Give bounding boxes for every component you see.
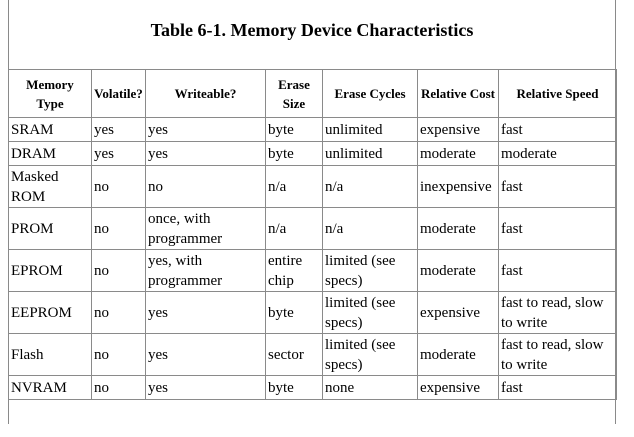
cell-volatile: yes [92,142,146,166]
header-erase-size-line1: Erase [278,76,310,92]
table-row [9,376,617,400]
cell-type: Flash [9,334,92,376]
cell-type: NVRAM [9,376,92,400]
cell-volatile: yes [92,118,146,142]
cell-volatile: no [92,166,146,208]
cell-cost: moderate [418,208,499,250]
header-erase-size [266,70,323,118]
cell-erase-cycles: n/a [323,166,418,208]
header-writeable: Writeable? [146,70,266,118]
cell-writeable: yes [146,376,266,400]
table-row [9,118,617,142]
header-relative-speed: Relative Speed [499,70,617,118]
cell-erase-cycles: n/a [323,208,418,250]
cell-speed: fast [499,118,617,142]
table-caption: Table 6-1. Memory Device Characteristics [150,20,474,40]
cell-type: PROM [9,208,92,250]
cell-erase-size: byte [266,142,323,166]
cell-volatile: no [92,208,146,250]
cell-cost: moderate [418,142,499,166]
cell-cost: expensive [418,118,499,142]
header-erase-cycles: Erase Cycles [323,70,418,118]
header-erase-size-line2: Size [282,95,306,111]
cell-speed: moderate [499,142,617,166]
memory-characteristics-table [8,69,617,400]
cell-volatile: no [92,376,146,400]
table-row [9,142,617,166]
table-row [9,292,617,334]
header-memory-type-line1: Memory [26,76,74,92]
cell-erase-size: entire chip [266,250,323,292]
cell-writeable: yes [146,334,266,376]
cell-erase-cycles: unlimited [323,142,418,166]
cell-writeable: yes [146,142,266,166]
cell-cost: moderate [418,250,499,292]
cell-writeable: yes [146,118,266,142]
cell-speed: fast [499,250,617,292]
cell-erase-size: byte [266,118,323,142]
cell-erase-size: byte [266,292,323,334]
cell-erase-size: byte [266,376,323,400]
cell-erase-size: n/a [266,166,323,208]
header-memory-type-line2: Type [36,95,64,111]
cell-erase-cycles: limited (see specs) [323,250,418,292]
cell-cost: expensive [418,292,499,334]
table-row [9,250,617,292]
cell-type: EEPROM [9,292,92,334]
cell-cost: inexpensive [418,166,499,208]
header-memory-type [9,70,92,118]
cell-erase-cycles: none [323,376,418,400]
cell-cost: moderate [418,334,499,376]
header-relative-cost: Relative Cost [418,70,499,118]
cell-type: SRAM [9,118,92,142]
cell-volatile: no [92,250,146,292]
cell-speed: fast to read, slow to write [499,292,617,334]
cell-writeable: yes, with programmer [146,250,266,292]
cell-type: EPROM [9,250,92,292]
table-row [9,208,617,250]
cell-erase-cycles: unlimited [323,118,418,142]
cell-erase-cycles: limited (see specs) [323,292,418,334]
cell-volatile: no [92,292,146,334]
cell-volatile: no [92,334,146,376]
header-row [9,70,617,118]
cell-erase-size: n/a [266,208,323,250]
cell-erase-cycles: limited (see specs) [323,334,418,376]
cell-writeable: once, with programmer [146,208,266,250]
cell-speed: fast to read, slow to write [499,334,617,376]
cell-speed: fast [499,166,617,208]
header-volatile: Volatile? [92,70,146,118]
cell-speed: fast [499,376,617,400]
cell-writeable: yes [146,292,266,334]
cell-erase-size: sector [266,334,323,376]
cell-writeable: no [146,166,266,208]
cell-type: DRAM [9,142,92,166]
table-row [9,334,617,376]
cell-cost: expensive [418,376,499,400]
cell-speed: fast [499,208,617,250]
table-row [9,166,617,208]
cell-type: Masked ROM [9,166,92,208]
